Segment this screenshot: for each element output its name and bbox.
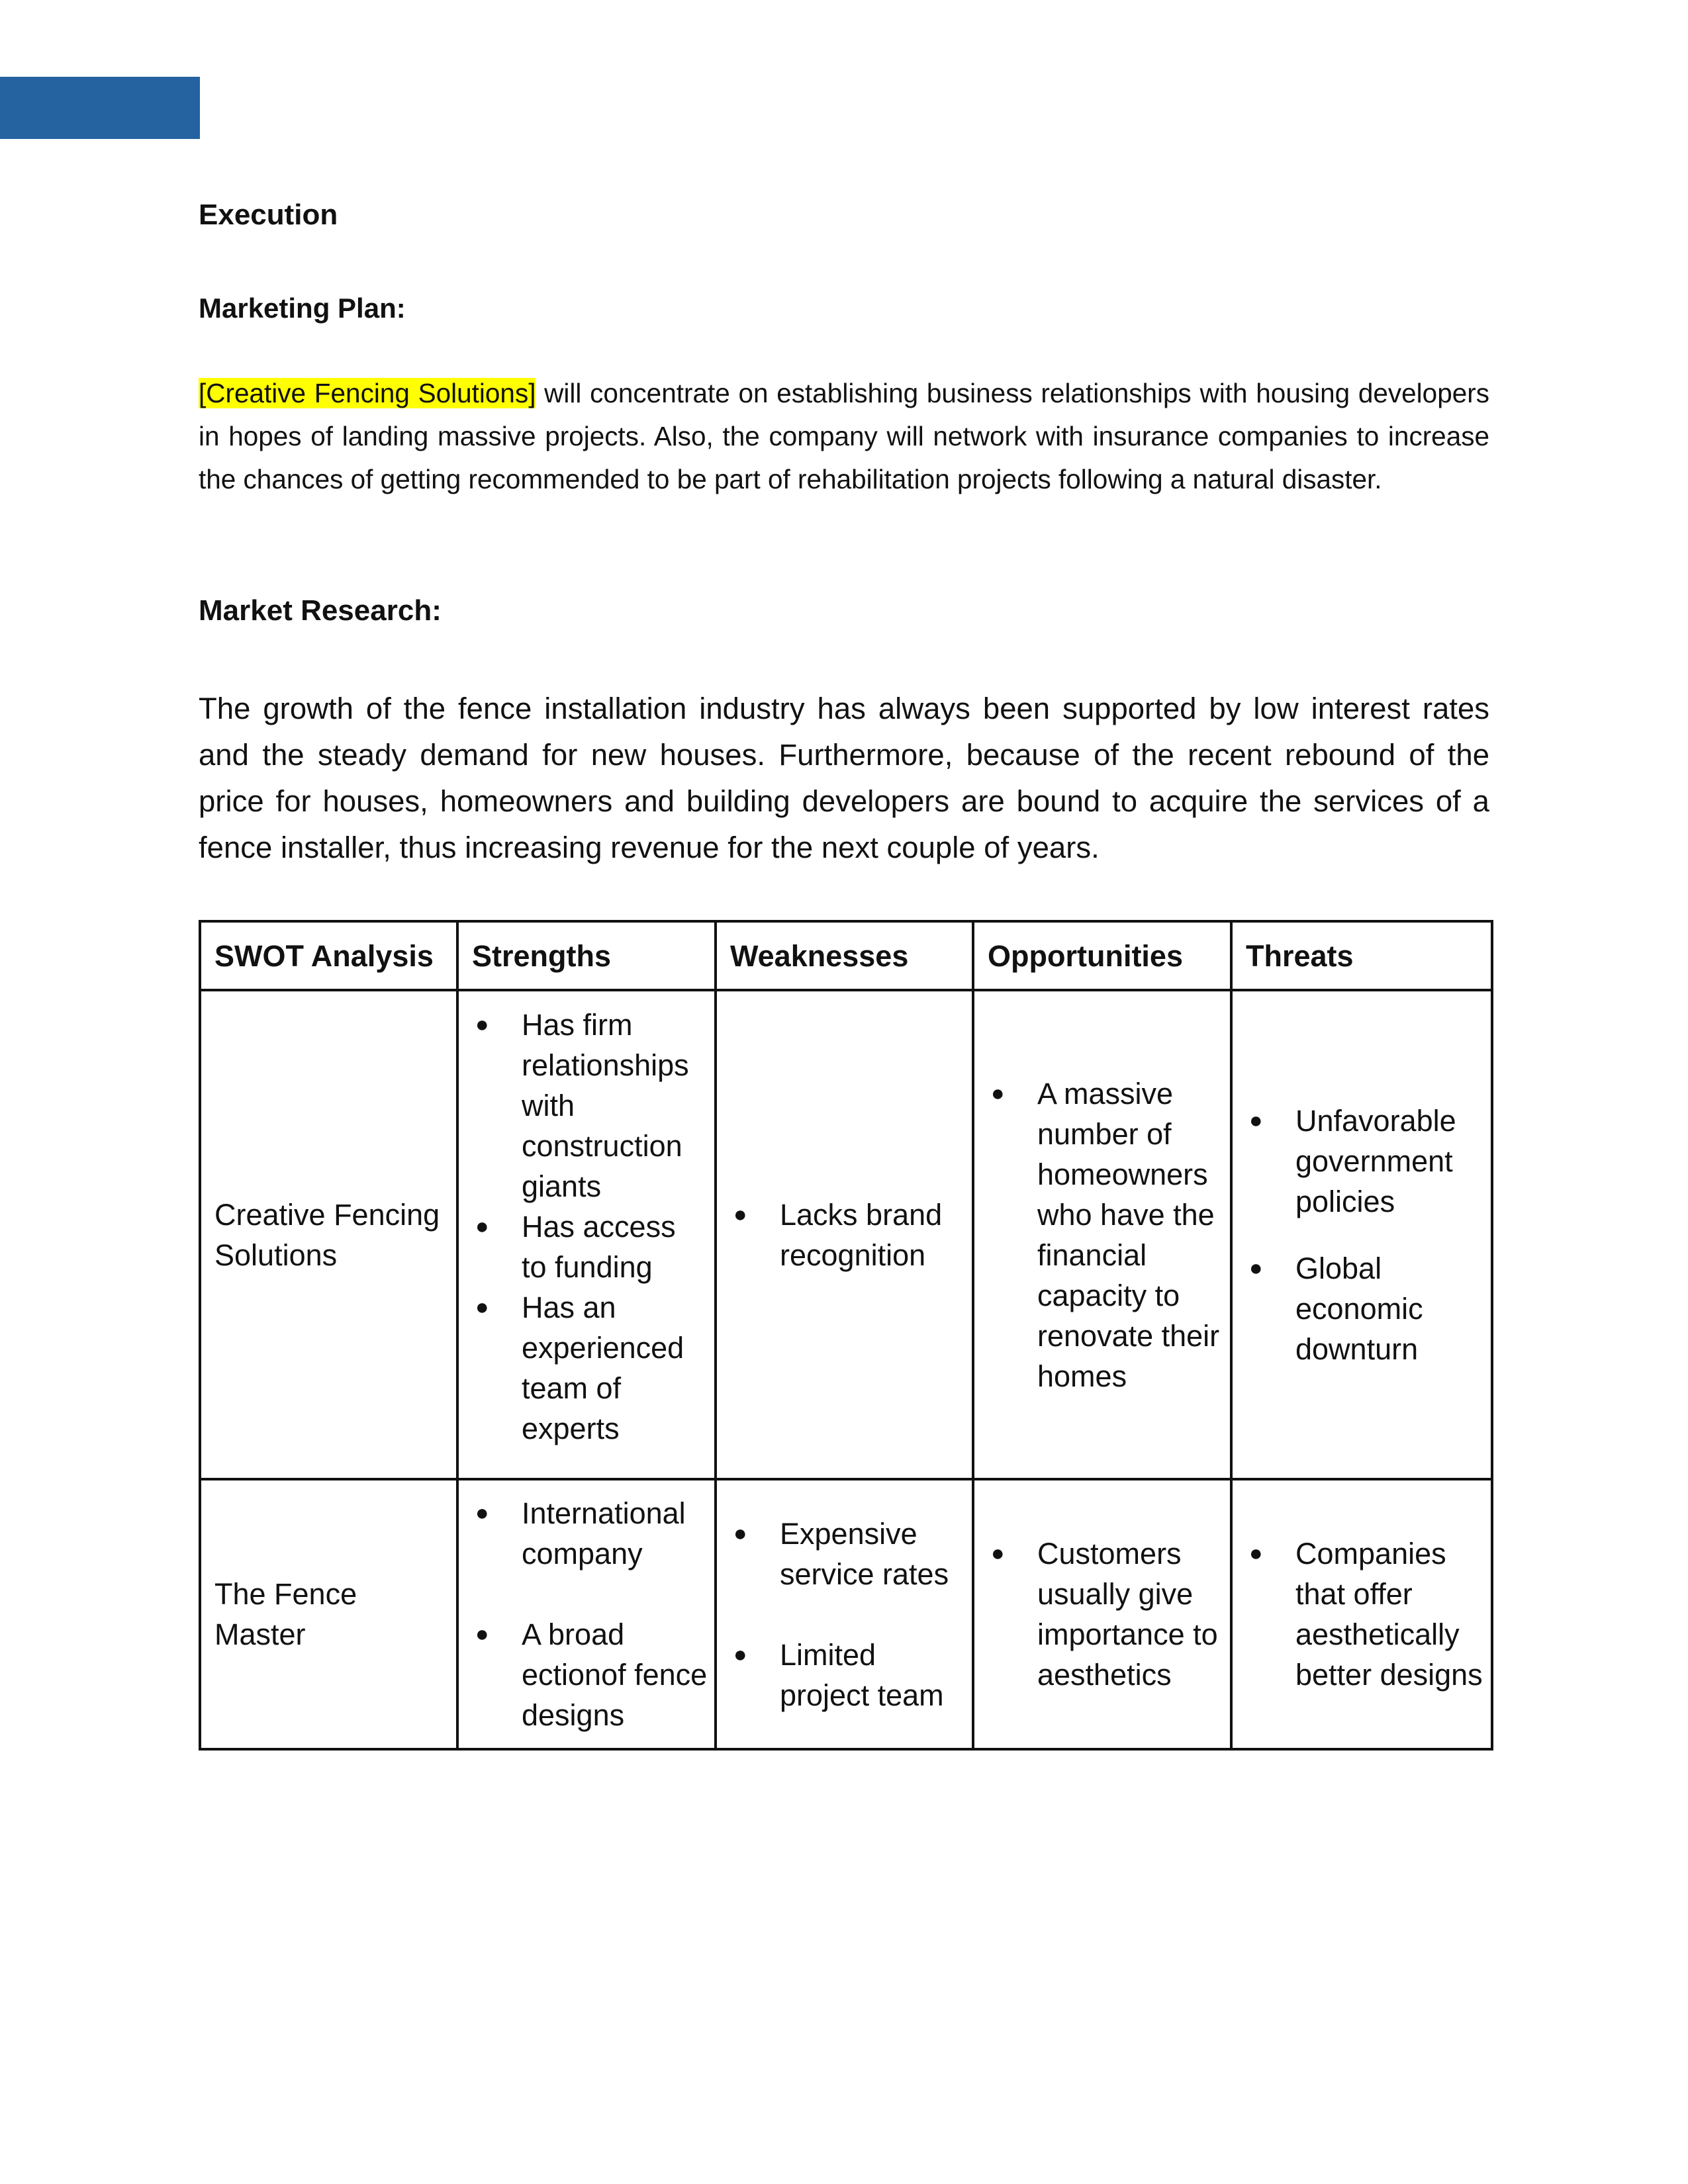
marketing-plan-paragraph: [199, 372, 1489, 501]
list-item: ● Expensive service rates: [730, 1514, 965, 1594]
list-item: ● A massive number of homeowners who have the financial capacity to renovate their homes: [988, 1073, 1223, 1396]
threats-list: [1246, 1101, 1484, 1369]
section-title-execution: Execution: [199, 199, 338, 231]
weaknesses-list: [730, 1514, 965, 1715]
opportunities-cell: [973, 1479, 1231, 1749]
company-name-highlight: [Creative Fencing Solutions]: [199, 378, 536, 408]
opportunities-cell: [973, 990, 1231, 1479]
header-accent-bar: [0, 77, 200, 139]
threats-cell: [1231, 1479, 1492, 1749]
company-name-cell: The Fence Master: [200, 1479, 457, 1749]
list-item: ● Lacks brand recognition: [730, 1195, 965, 1275]
opportunities-list: [988, 1533, 1223, 1695]
header-weaknesses: Weaknesses: [716, 921, 973, 990]
threats-list: [1246, 1533, 1484, 1695]
swot-header-row: [200, 921, 1492, 990]
weaknesses-list: [730, 1195, 965, 1275]
list-item: ● Limited project team: [730, 1635, 965, 1715]
header-opportunities: Opportunities: [973, 921, 1231, 990]
list-item: ● Has an experienced team of experts: [472, 1287, 708, 1449]
list-item: ● Companies that offer aesthetically better designs: [1246, 1533, 1484, 1695]
market-research-heading: Market Research:: [199, 594, 442, 627]
weaknesses-cell: [716, 1479, 973, 1749]
market-research-paragraph: The growth of the fence installation industry has always been supported by low interest rates and the steady demand for new houses. Furthermore, because of the recent rebound of the price for houses, homeowners and building developers are bound to acquire the services of a fence installer, thus increasing revenue for the next couple of years.: [199, 692, 1489, 864]
list-item: ● Global economic downturn: [1246, 1248, 1484, 1369]
list-item: ● A broad ectionof fence designs: [472, 1614, 708, 1735]
strengths-list: [472, 1493, 708, 1735]
threats-cell: [1231, 990, 1492, 1479]
list-item: ● Has access to funding: [472, 1206, 708, 1287]
weaknesses-cell: [716, 990, 973, 1479]
company-name-cell: Creative Fencing Solutions: [200, 990, 457, 1479]
marketing-plan-heading: Marketing Plan:: [199, 293, 406, 324]
strengths-cell: [457, 1479, 716, 1749]
list-item: ● Has firm relationships with construction giants: [472, 1005, 708, 1206]
marketing-plan-body: will concentrate on establishing business relationships with housing developers in hopes of landing massive projects. Also, the company will network with insurance companies to increase the chances of getting recommended to be part of rehabilitation projects following a natural disaster.: [199, 378, 1489, 494]
opportunities-list: [988, 1073, 1223, 1396]
list-item: ● Unfavorable government policies: [1246, 1101, 1484, 1222]
list-item: ● Customers usually give importance to aesthetics: [988, 1533, 1223, 1695]
strengths-list: [472, 1005, 708, 1449]
header-strengths: Strengths: [457, 921, 716, 990]
swot-table: [199, 920, 1493, 1751]
header-threats: Threats: [1231, 921, 1492, 990]
header-swot-analysis: SWOT Analysis: [200, 921, 457, 990]
table-row: [200, 1479, 1492, 1749]
list-item: ● International company: [472, 1493, 708, 1574]
strengths-cell: [457, 990, 716, 1479]
table-row: [200, 990, 1492, 1479]
